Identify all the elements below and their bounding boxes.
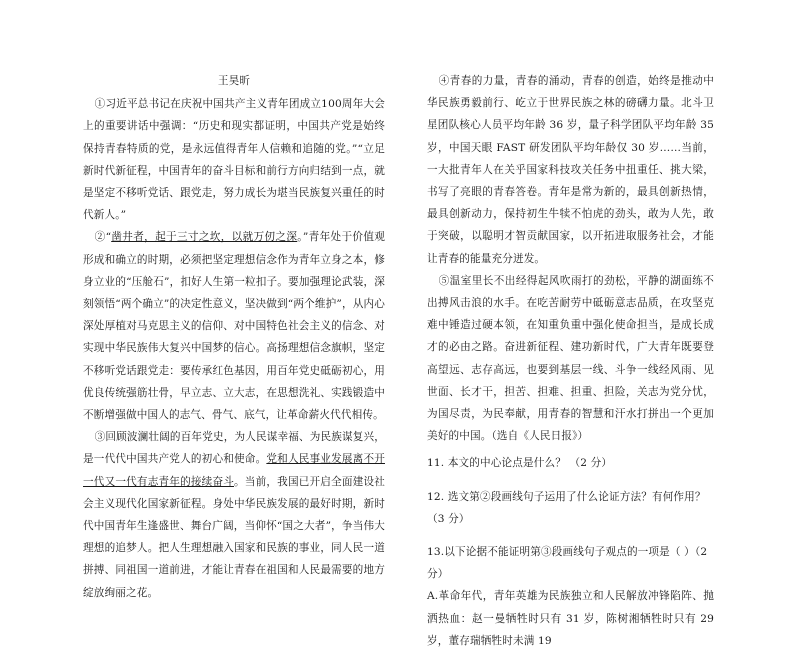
question-13-option-a: A.革命年代，青年英雄为民族独立和人民解放冲锋陷阵、抛洒热血：赵一曼牺牲时只有 31 岁，陈树湘牺牲时只有 29 岁，董存瑞牺牲时未满 19 xyxy=(427,590,714,647)
left-column xyxy=(83,70,385,604)
paragraph-2-opening: ②“ xyxy=(94,231,112,244)
question-13: 13.以下论据不能证明第③段画线句子观点的一项是（ ）（2 分） xyxy=(427,546,708,581)
paragraph-3-opening: ③回顾波澜壮阔的百年党史，为人民谋幸福、为民族谋复兴，是一代代中国共产党人的初心和使命。 xyxy=(83,431,385,466)
paragraph-5: ⑤温室里长不出经得起风吹雨打的劲松，平静的湖面练不出搏风击浪的水手。在吃苦耐劳中砥砺意志品质，在攻坚克难中锤造过硬本领，在知重负重中强化使命担当，是成长成才的必由之路。奋进新征程、建功新时代，广大青年既要登高望远、志存高远，也要到基层一线、斗争一线经风雨、见世面、长才干，担苦、担难、担重、担险，关志为党分忧，为国尽责，为民奉献，用青春的智慧和汗水打拼出一个更加美好的中国。（选自《人民日报》） xyxy=(427,274,714,443)
right-column xyxy=(427,70,714,652)
paragraph-3-body: 。当前，我国已开启全面建设社会主义现代化国家新征程。身处中华民族发展的最好时期，新时代中国青年生逢盛世、舞台广阔，当仰怀“国之大者”，争当伟大理想的追梦人。把人生理想融入国家和民族的事业，同人民一道拼搏、同祖国一道前进，才能让青春在祖国和人民最需要的地方绽放绚丽之花。 xyxy=(83,475,385,599)
paragraph-1: ①习近平总书记在庆祝中国共产主义青年团成立100周年大会上的重要讲话中强调：“历史和现实都证明，中国共产党是始终保持青春特质的党，是永远值得青年人信赖和追随的党。”“立足新时代新征程，中国青年的奋斗目标和前行方向归结到一点，就是坚定不移听党话、跟党走，努力成长为堪当民族复兴重任的时代新人。” xyxy=(83,98,385,222)
paragraph-2 xyxy=(83,226,385,426)
paragraph-2-underlined-quote: 凿井者，起于三寸之坎，以就万仞之深 xyxy=(111,231,298,244)
paragraph-3 xyxy=(83,426,385,604)
question-11: 11. 本文的中心论点是什么？ （2 分） xyxy=(427,457,613,470)
article-author: 王昊昕 xyxy=(217,75,251,87)
paragraph-4: ④青春的力量，青春的涌动，青春的创造，始终是推动中华民族勇毅前行、屹立于世界民族之林的磅礴力量。北斗卫星团队核心人员平均年龄 36 岁，量子科学团队平均年龄 35 岁，中国天眼 FAST 研发团队平均年龄仅 30 岁……当前，一大批青年人在关乎国家科技攻关任务中扭重任、挑大梁，书写了亮眼的青春答卷。青年是常为新的，最具创新热情，最具创新动力，保持初生牛犊不怕虎的劲头，敢为人先，敢于突破，以聪明才智贡献国家，以开拓进取服务社会，才能让青春的能量充分迸发。 xyxy=(427,75,714,265)
paragraph-3-underlined-sentence: 党和人民事业发展离不开一代又一代有志青年的接续奋斗 xyxy=(83,453,385,488)
question-12: 12. 选文第②段画线句子运用了什么论证方法？有何作用？ （3 分） xyxy=(427,490,706,525)
paragraph-2-body: 。”青年处于价值观形成和确立的时期，必须把坚定理想信念作为青年立身之本，修身立业的“压舱石”，扣好人生第一粒扣子。要加强理论武装，深刻领悟“两个确立”的决定性意义，坚决做到“两个维护”，从内心深处厚植对马克思主义的信仰、对中国特色社会主义的信念、对实现中华民族伟大复兴中国梦的信心。高扬理想信念旗帜，坚定不移听党话跟党走：要传承红色基因，用百年党史砥砺初心，用优良传统强筋壮骨，早立志、立大志，在思想洗礼、实践锻造中不断增强做中国人的志气、骨气、底气，让革命薪火代代相传。 xyxy=(83,231,386,422)
